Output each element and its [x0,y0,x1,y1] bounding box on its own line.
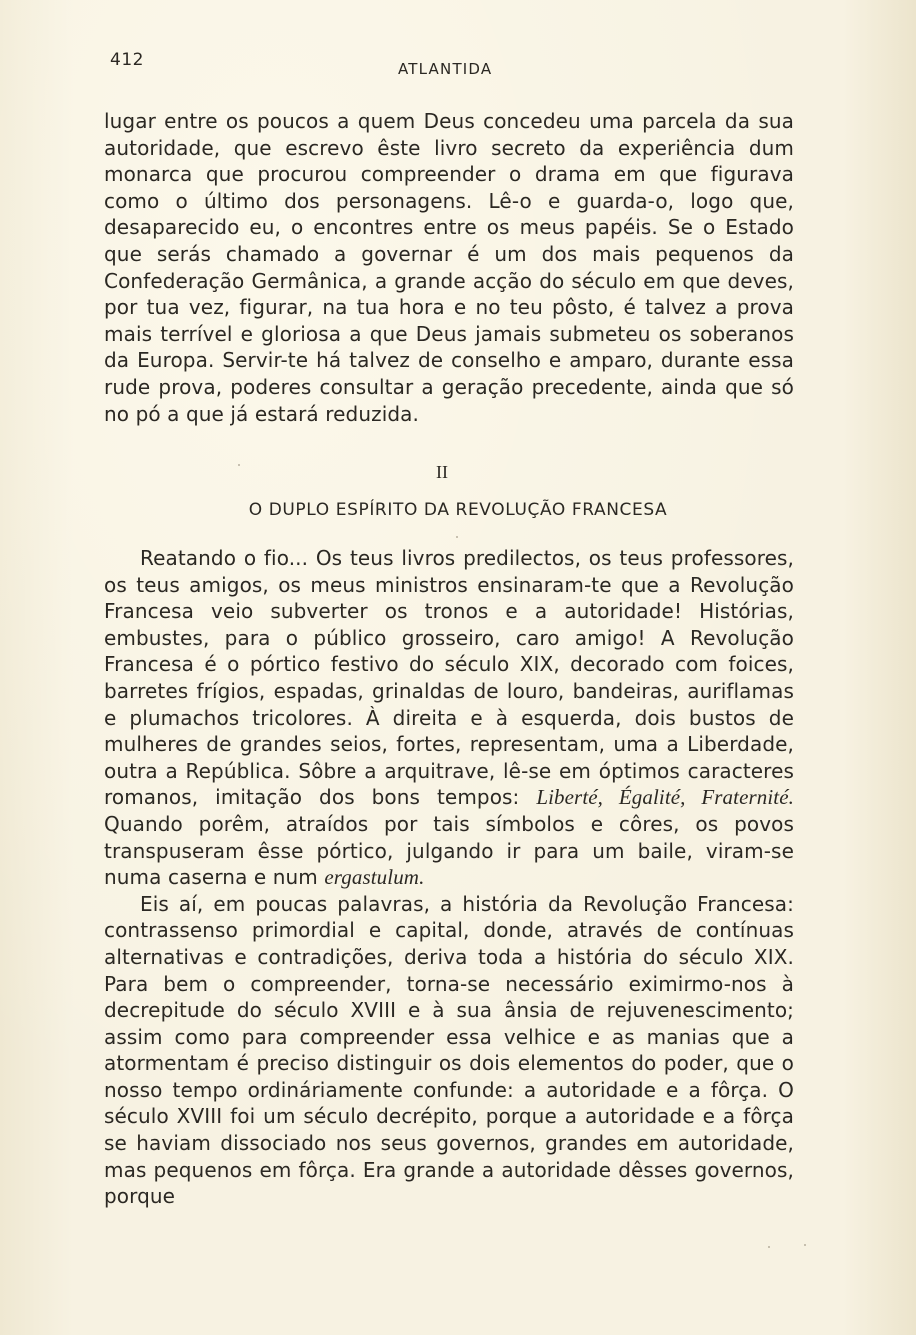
continued-paragraph [104,108,794,427]
speck [768,1246,770,1248]
paragraph [104,545,794,891]
page-header [110,50,800,80]
page-number: 412 [110,50,144,70]
motto-text: Liberté, Égalité, Fraternité. [536,785,795,810]
paragraph: Eis aí, em poucas palavras, a história da Revolução Francesa: contrassenso primordial e capital, donde, através de contínuas alternativas e contradições, deriva toda a história do século XIX. Para bem o compreender, torna-se necessário eximirmo-nos à decrepitude do século XVIII e à sua ânsia de rejuvenescimento; assim como para compreender essa velhice e as manias que a atormentam é preciso distinguir os dois elementos do poder, que o nosso tempo ordináriamente confunde: a autoridade e a fôrça. O século XVIII foi um século decrépito, porque a autoridade e a fôrça se haviam dissociado nos seus governos, grandes em autoridade, mas pequenos em fôrça. Era grande a autoridade dêsses governos, porque [104,891,794,1209]
paragraph-text: lugar entre os poucos a quem Deus concedeu uma parcela da sua autoridade, que escrevo êste livro secreto da experiência dum monarca que procurou compreender o drama em que figurava como o último dos personagens. Lê-o e guarda-o, logo que, desaparecido eu, o encontres entre os meus papéis. Se o Estado que serás chamado a governar é um dos mais pequenos da Confederação Germânica, a grande acção do século em que deves, por tua vez, figurar, na tua hora e no teu pôsto, é talvez a prova mais terrível e gloriosa a que Deus jamais submeteu os soberanos da Europa. Servir-te há talvez de conselho e amparo, durante essa rude prova, poderes consultar a geração precedente, ainda que só no pó a que já estará reduzida. [104,109,794,426]
speck [238,464,240,466]
paragraph-text: Reatando o fio... Os teus livros predilectos, os teus professores, os teus amigos, os meus ministros ensinaram-te que a Revolução Francesa veio subverter os tronos e a autoridade! Histórias, embustes, para o público grosseiro, caro amigo! A Revolução Francesa é o pórtico festivo do século XIX, decorado com foices, barretes frígios, espadas, grinaldas de louro, bandeiras, auriflamas e plumachos tricolores. À direita e à esquerda, dois bustos de mulheres de grandes seios, fortes, representam, uma a Liberdade, outra a República. Sôbre a arquitrave, lê-se em óptimos caracteres romanos, imitação dos bons tempos: [104,546,794,810]
latin-term: ergastulum. [324,865,425,890]
speck [804,1244,806,1246]
speck [456,536,458,538]
running-title: ATLANTIDA [398,60,493,78]
section-number: II [436,462,448,482]
paragraph-text: Quando porêm, atraídos por tais símbolos e côres, os povos transpuseram êsse pórtico, julgando ir para um baile, viram-se numa caserna e num [104,811,794,890]
section-body [104,545,794,1210]
section-title: O DUPLO ESPÍRITO DA REVOLUÇÃO FRANCESA [248,500,668,520]
